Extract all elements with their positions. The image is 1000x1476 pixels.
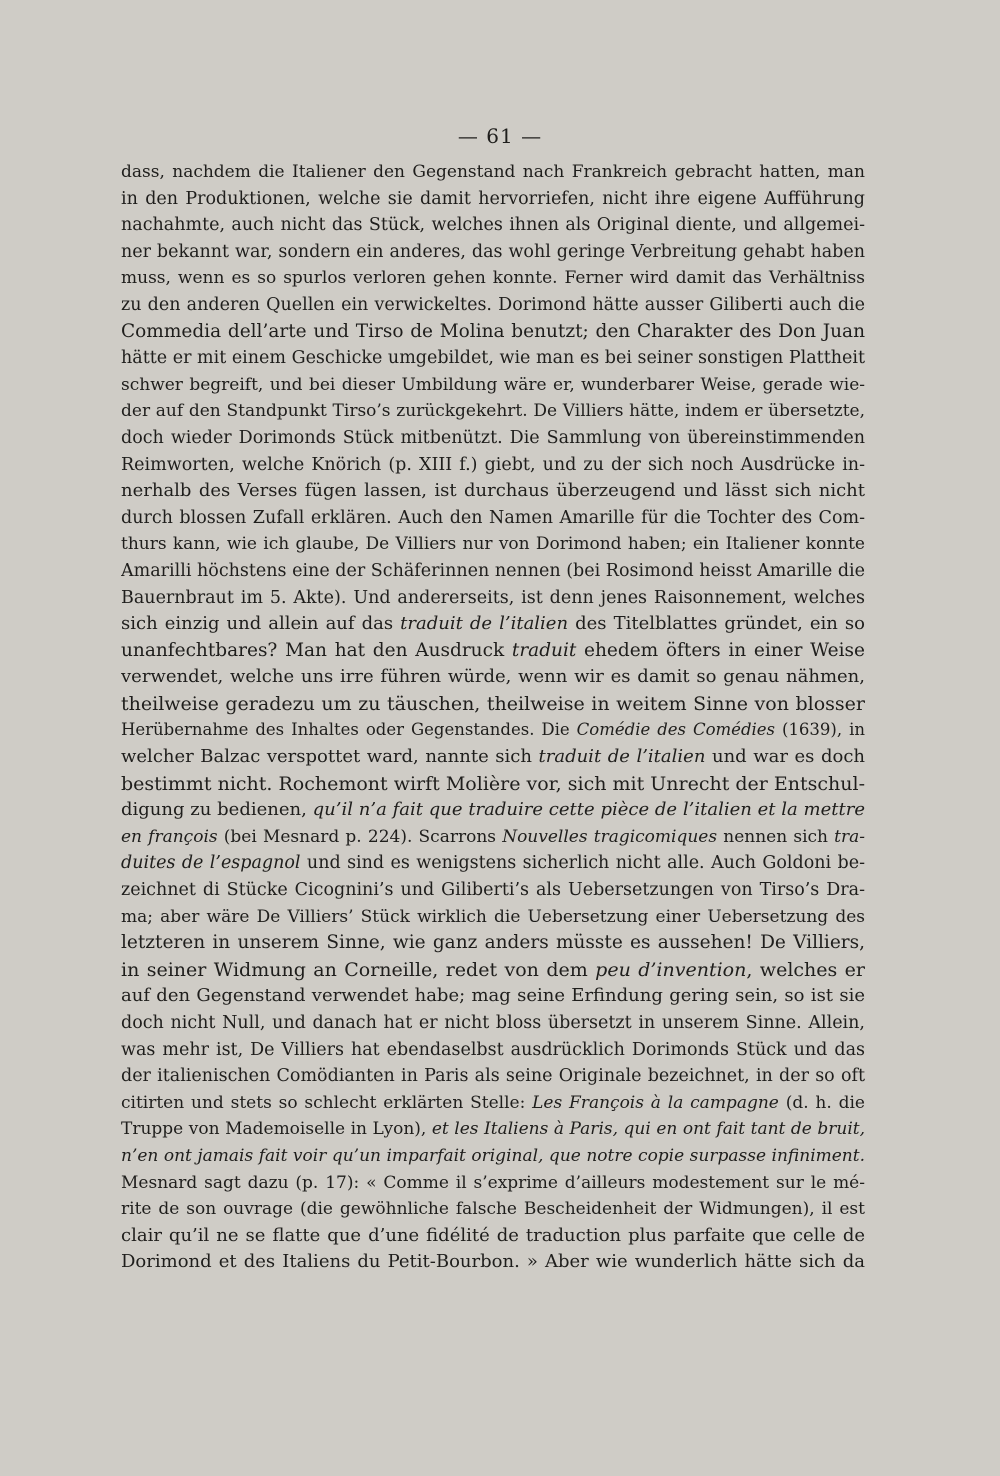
text-line: letzteren in unserem Sinne, wie ganz anders müsste es aussehen! De Villiers,: [121, 932, 865, 954]
text-line: sich einzig und allein auf das traduit de l’italien des Titelblattes gründet, ein so: [121, 613, 865, 635]
text-line: Herübernahme des Inhaltes oder Gegenstandes. Die Comédie des Comédies (1639), in: [121, 720, 865, 740]
text-line: was mehr ist, De Villiers hat ebendaselbst ausdrücklich Dorimonds Stück und das: [121, 1039, 865, 1060]
text-line: der italienischen Comödianten in Paris als seine Originale bezeichnet, in der so oft: [121, 1066, 865, 1087]
text-line: dass, nachdem die Italiener den Gegenstand nach Frankreich gebracht hatten, man: [121, 162, 865, 182]
text-line: zeichnet di Stücke Cicognini’s und Giliberti’s als Uebersetzungen von Tirso’s Dra-: [121, 880, 865, 901]
text-line: en françois (bei Mesnard p. 224). Scarrons Nouvelles tragicomiques nennen sich tra-: [121, 826, 865, 847]
text-line: zu den anderen Quellen ein verwickeltes. Dorimond hätte ausser Giliberti auch die: [121, 294, 865, 315]
text-line: nachahmte, auch nicht das Stück, welches ihnen als Original diente, und allgemei-: [121, 215, 865, 236]
text-line: der auf den Standpunkt Tirso’s zurückgekehrt. De Villiers hätte, indem er übersetzte,: [121, 401, 865, 422]
text-line: citirten und stets so schlecht erklärten Stelle: Les François à la campagne (d. h. die: [121, 1092, 865, 1113]
text-line: ma; aber wäre De Villiers’ Stück wirklich die Uebersetzung einer Uebersetzung des: [121, 906, 865, 927]
italic-span: en françois: [121, 826, 218, 847]
italic-span: Les François à la campagne: [532, 1092, 779, 1113]
text-line: in seiner Widmung an Corneille, redet von dem peu d’invention, welches er: [121, 958, 865, 981]
italic-span: traduit de l’italien: [538, 746, 706, 768]
text-line: Amarilli höchstens eine der Schäferinnen nennen (bei Rosimond heisst Amarille die: [121, 560, 865, 581]
text-line: Dorimond et des Italiens du Petit-Bourbon. » Aber wie wunderlich hätte sich da: [121, 1251, 865, 1273]
italic-span: Comédie des Comédies: [576, 720, 776, 740]
text-line: Reimworten, welche Knörich (p. XIII f.) giebt, und zu der sich noch Ausdrücke in-: [121, 454, 865, 475]
text-line: Truppe von Mademoiselle in Lyon), et les Italiens à Paris, qui en ont fait tant de bruit,: [121, 1119, 865, 1140]
italic-span: n’en ont jamais fait voir qu’un imparfait original, que notre copie surpasse infiniment.: [121, 1145, 865, 1166]
text-line: Mesnard sagt dazu (p. 17): « Comme il s’exprime d’ailleurs modestement sur le mé-: [121, 1172, 865, 1193]
italic-span: et les Italiens à Paris, qui en ont fait tant de bruit,: [431, 1119, 865, 1140]
text-line: bestimmt nicht. Rochemont wirft Molière vor, sich mit Unrecht der Entschul-: [121, 772, 865, 795]
text-line: verwendet, welche uns irre führen würde, wenn wir es damit so genau nähmen,: [121, 666, 865, 688]
italic-span: traduit de l’italien: [400, 613, 569, 635]
text-line: doch wieder Dorimonds Stück mitbenützt. Die Sammlung von übereinstimmenden: [121, 427, 865, 448]
text-line: Bauernbraut im 5. Akte). Und andererseits, ist denn jenes Raisonnement, welches: [121, 587, 865, 608]
text-line: duites de l’espagnol und sind es wenigstens sicherlich nicht alle. Auch Goldoni be-: [121, 853, 865, 874]
text-line: doch nicht Null, und danach hat er nicht bloss übersetzt in unserem Sinne. Allein,: [121, 1013, 865, 1033]
text-line: digung zu bedienen, qu’il n’a fait que traduire cette pièce de l’italien et la mettre: [121, 799, 865, 821]
text-line: durch blossen Zufall erklären. Auch den Namen Amarille für die Tochter des Com-: [121, 507, 865, 528]
text-line: muss, wenn es so spurlos verloren gehen konnte. Ferner wird damit das Verhältniss: [121, 268, 865, 289]
page-number: — 61 —: [457, 124, 543, 148]
text-line: rite de son ouvrage (die gewöhnliche falsche Bescheidenheit der Widmungen), il est: [121, 1199, 865, 1220]
text-line: thurs kann, wie ich glaube, De Villiers nur von Dorimond haben; ein Italiener konnte: [121, 534, 865, 555]
italic-span: qu’il n’a fait que traduire cette pièce de l’italien et la mettre: [312, 799, 865, 821]
italic-span: peu d’invention: [595, 958, 747, 981]
italic-span: tra-: [834, 826, 865, 847]
body-text: [121, 159, 865, 1276]
text-line: unanfechtbares? Man hat den Ausdruck traduit ehedem öfters in einer Weise: [121, 639, 865, 661]
text-line: schwer begreift, und bei dieser Umbildung wäre er, wunderbarer Weise, gerade wie-: [121, 374, 865, 395]
text-line: in den Produktionen, welche sie damit hervorriefen, nicht ihre eigene Aufführung: [121, 188, 865, 209]
text-line: ner bekannt war, sondern ein anderes, das wohl geringe Verbreitung gehabt haben: [121, 241, 865, 262]
text-line: theilweise geradezu um zu täuschen, theilweise in weitem Sinne von blosser: [121, 692, 865, 715]
text-line: nerhalb des Verses fügen lassen, ist durchaus überzeugend und lässt sich nicht: [121, 480, 865, 502]
italic-span: Nouvelles tragicomiques: [502, 826, 718, 847]
text-line: clair qu’il ne se flatte que d’une fidélité de traduction plus parfaite que celle de: [121, 1224, 865, 1246]
italic-span: duites de l’espagnol: [121, 853, 301, 874]
text-line: welcher Balzac verspottet ward, nannte sich traduit de l’italien und war es doch: [121, 746, 865, 768]
text-line: auf den Gegenstand verwendet habe; mag seine Erfindung gering sein, so ist sie: [121, 985, 865, 1007]
text-line: [121, 1143, 865, 1170]
text-line: hätte er mit einem Geschicke umgebildet, wie man es bei seiner sonstigen Plattheit: [121, 348, 865, 369]
text-line: Commedia dell’arte und Tirso de Molina benutzt; den Charakter des Don Juan: [121, 320, 865, 342]
italic-span: traduit: [511, 639, 577, 661]
